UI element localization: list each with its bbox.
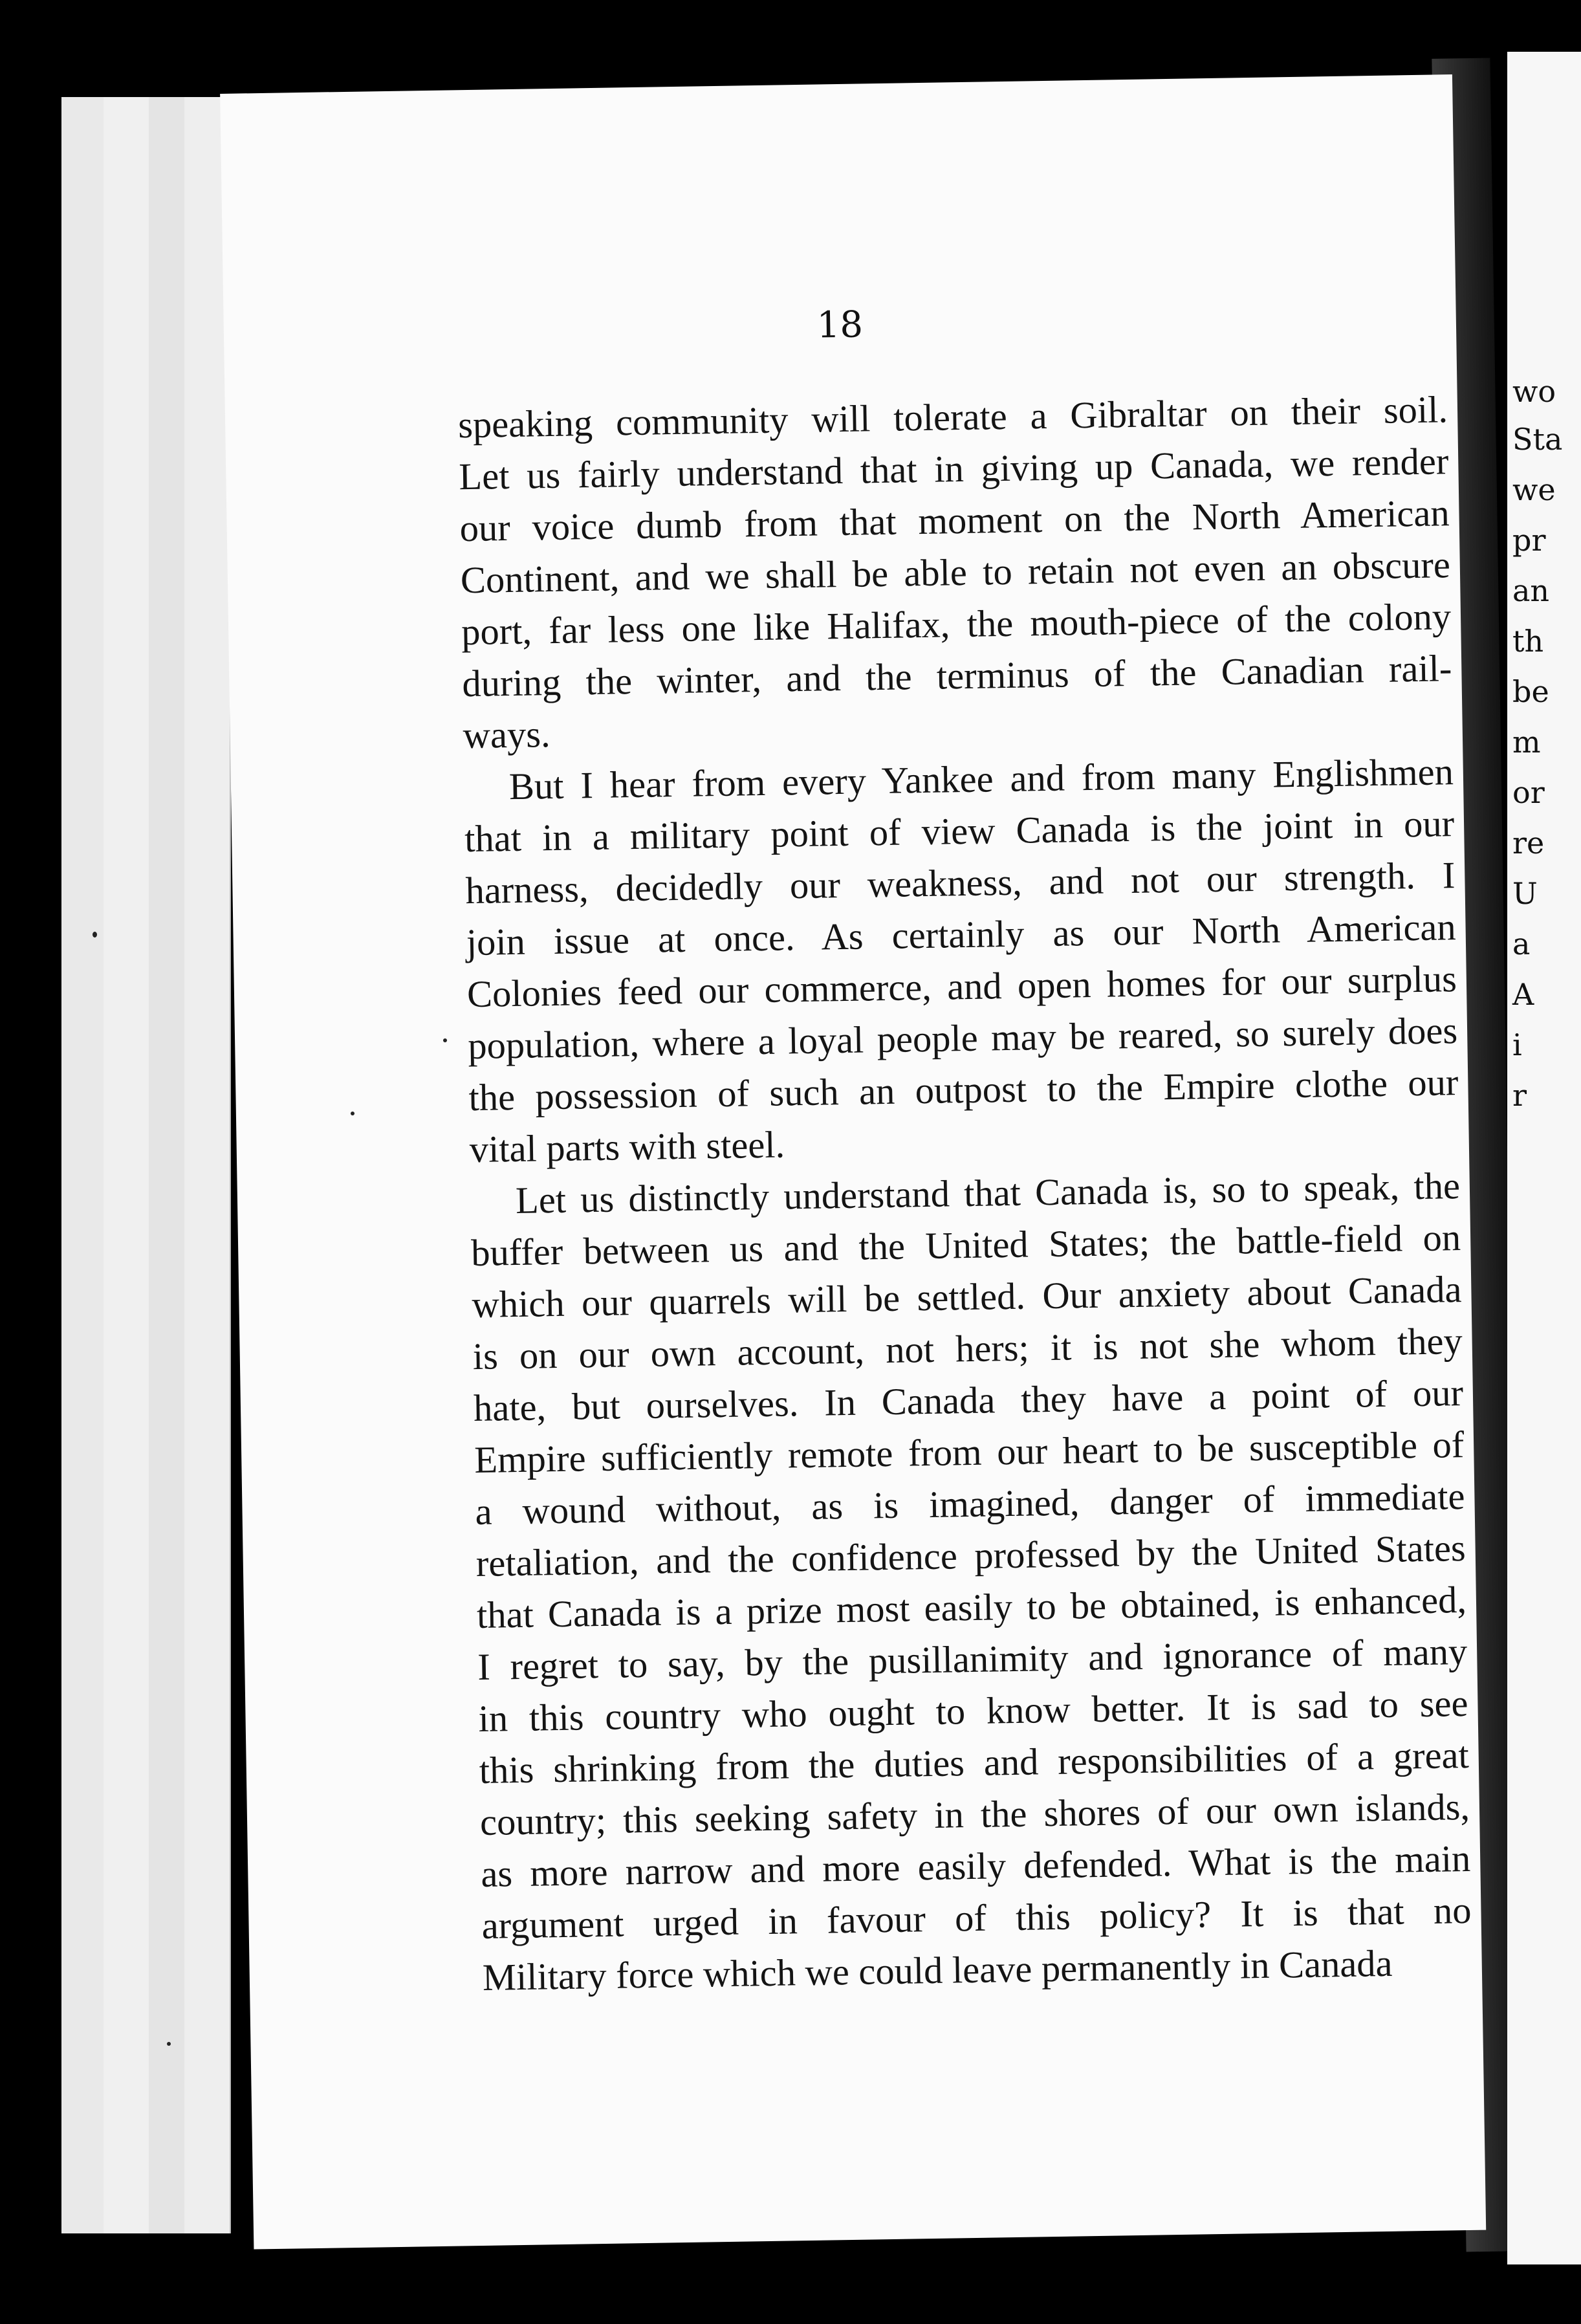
text-line: retaliation, and the confidence professed by the United States — [475, 1526, 1467, 1585]
text-line: that Canada is a prize most easily to be obtained, is enhanced, — [476, 1578, 1467, 1637]
facing-page-fragment: we — [1512, 472, 1556, 507]
text-line: the possession of such an outpost to the Empire clothe our — [468, 1061, 1459, 1119]
facing-page-fragment: wo — [1512, 374, 1556, 409]
text-line: Let us distinctly understand that Canada is, so to speak, the — [515, 1165, 1461, 1222]
text-line: country; this seeking safety in the shores of our own islands, — [479, 1785, 1470, 1843]
text-line: buffer between us and the United States; the battle-field on — [470, 1216, 1461, 1275]
text-line: as more narrow and more easily defended. What is the main — [480, 1837, 1471, 1895]
facing-page-fragment: pr — [1512, 523, 1546, 558]
facing-page-fragment: U — [1512, 876, 1538, 911]
facing-page-fragment: r — [1512, 1078, 1527, 1113]
text-line: harness, decidedly our weakness, and not our strength. I — [465, 854, 1456, 912]
text-line: I regret to say, by the pusillanimity and ignorance of many — [477, 1630, 1468, 1689]
facing-page-fragment: an — [1512, 573, 1550, 608]
facing-page-fragment: be — [1512, 674, 1549, 709]
text-line: port, far less one like Halifax, the mouth-piece of the colony — [461, 595, 1452, 653]
facing-page-fragment: re — [1512, 826, 1545, 861]
text-line: Colonies feed our commerce, and open homes for our surplus — [466, 958, 1457, 1016]
text-line: our voice dumb from that moment on the North American — [459, 492, 1450, 550]
text-line: join issue at once. As certainly as our North American — [466, 906, 1457, 964]
text-line: a wound without, as is imagined, danger of immediate — [475, 1475, 1465, 1533]
facing-page-fragment: th — [1512, 624, 1544, 659]
text-line: vital parts with steel. — [469, 1123, 785, 1171]
facing-page-fragment: Sta — [1512, 422, 1563, 457]
paragraph — [463, 746, 1459, 1176]
paragraph — [458, 384, 1454, 762]
facing-page-fragment: A — [1512, 977, 1534, 1012]
text-line: during the winter, and the terminus of the Canadian rail- — [461, 647, 1452, 705]
text-line: that in a military point of view Canada is the joint in our — [464, 802, 1455, 861]
text-line: Military force which we could leave permanently in Canada — [482, 1942, 1393, 1999]
facing-page — [1507, 52, 1581, 2264]
page-number: 18 — [816, 303, 864, 347]
page-body-text — [458, 384, 1473, 2004]
text-line: Empire sufficiently remote from our heart to be susceptible of — [474, 1423, 1465, 1482]
text-line: Continent, and we shall be able to retain not even an obscure — [460, 543, 1451, 602]
text-line: which our quarrels will be settled. Our anxiety about Canada — [472, 1268, 1462, 1326]
text-line: argument urged in favour of this policy? It is that no — [481, 1889, 1472, 1947]
text-line: is on our own account, not hers; it is not she whom they — [472, 1320, 1463, 1378]
scan-speck — [351, 1112, 354, 1115]
text-line: this shrinking from the duties and responsibilities of a great — [479, 1733, 1470, 1792]
text-line: But I hear from every Yankee and from many Englishmen — [508, 751, 1454, 808]
scan-speck — [443, 1038, 447, 1042]
text-line: Let us fairly understand that in giving up Canada, we render — [458, 440, 1449, 498]
facing-page-fragment: a — [1512, 926, 1531, 961]
text-line: in this country who ought to know better. It is sad to see — [478, 1682, 1468, 1740]
facing-page-fragment: i — [1512, 1027, 1522, 1062]
facing-page-fragment: or — [1512, 775, 1545, 810]
facing-page-fragment: m — [1512, 725, 1541, 760]
text-line: ways. — [463, 713, 551, 757]
text-line: population, where a loyal people may be reared, so surely does — [467, 1009, 1458, 1068]
scan-speck — [93, 932, 97, 937]
text-line: hate, but ourselves. In Canada they have a point of our — [473, 1372, 1464, 1430]
text-line: speaking community will tolerate a Gibraltar on their soil. — [457, 388, 1448, 446]
paragraph — [470, 1160, 1472, 2004]
scan-speck — [167, 2042, 171, 2046]
page-edge — [184, 97, 231, 2233]
book-page — [220, 74, 1486, 2250]
